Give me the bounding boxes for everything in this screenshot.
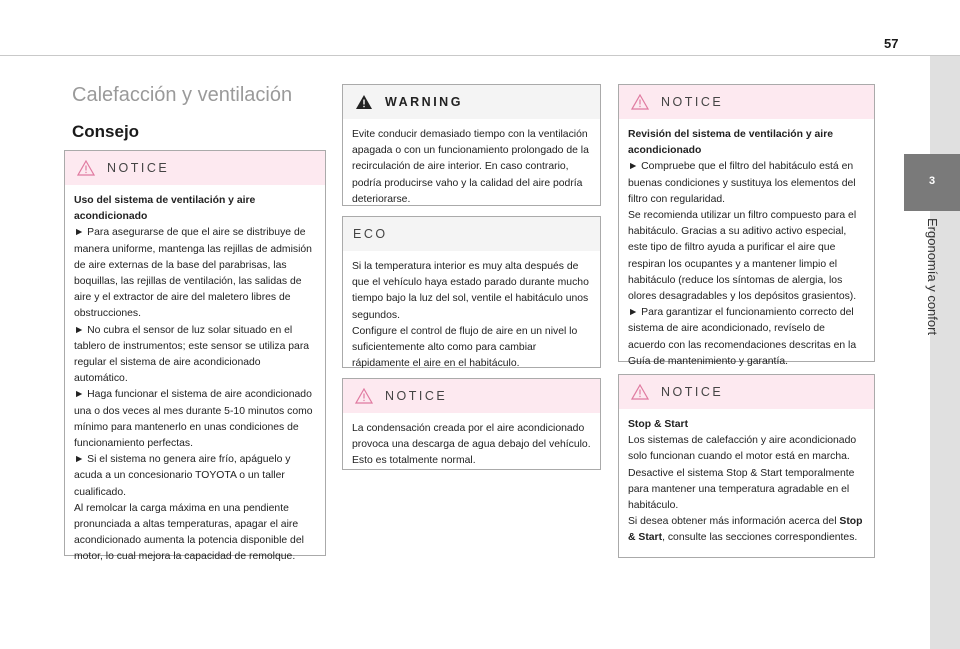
notice-body — [619, 409, 874, 553]
notice-text-post: , consulte las secciones correspondientes. — [662, 532, 858, 544]
notice-line: ► Haga funcionar el sistema de aire acondicionado una o dos veces al mes durante 5-10 minutos como mínimo para mantenerlo en unas condiciones de funcionamiento perfectas. — [74, 389, 313, 450]
eco-line: Configure el control de flujo de aire en un nivel lo suficientemente alto como para cambiar rápidamente el aire en el habitáculo. — [352, 325, 578, 370]
notice-line: Se recomienda utilizar un filtro compuesto para el habitáculo. Gracias a su aditivo activo especial, este tipo de filtro ayuda a purificar el aire que respiran los ocupantes y a mantener limpio el habitáculo (reduce los síntomas de alergia, los olores desagradables y los depósitos grasientos). — [628, 210, 857, 303]
notice-line: Los sistemas de calefacción y aire acondicionado solo funcionan cuando el motor está en marcha. — [628, 435, 857, 463]
warning-triangle-icon — [77, 160, 95, 176]
notice-line: ► No cubra el sensor de luz solar situado en el tablero de instrumentos; este sensor se utiliza para regular el sistema de aire acondicionado automático. — [74, 324, 310, 385]
chapter-number: 3 — [928, 175, 936, 187]
chapter-title: Ergonomía y confort — [925, 218, 940, 336]
notice-line: ► Compruebe que el filtro del habitáculo está en buenas condiciones y sustituya los elementos del filtro con regularidad. — [628, 161, 856, 205]
warning-text: Evite conducir demasiado tiempo con la ventilación apagada o con un funcionamiento prolongado de la recirculación de aire interior. En caso contrario, podría producirse vaho y la calidad del aire podría deteriorarse. — [352, 129, 589, 205]
notice-text: La condensación creada por el aire acondicionado provoca una descarga de agua debajo del vehículo. Esto es totalmente normal. — [352, 423, 591, 467]
notice-line: Al remolcar la carga máxima en una pendiente pronunciada a altas temperaturas, apagar el aire acondicionado aumenta la potencia disponible del motor, lo cual mejora la capacidad de remolque. — [74, 502, 304, 563]
warning-triangle-icon — [631, 384, 649, 400]
notice-label: NOTICE — [661, 95, 724, 109]
notice-line — [628, 514, 865, 546]
notice-line: ► Para asegurarse de que el aire se distribuye de manera uniforme, mantenga las rejillas de admisión de aire externas de la base del parabrisas, las boquillas, las rejillas de ventilación, las salidas de aire y el extractor de aire del maletero libres de obstrucciones. — [74, 227, 312, 320]
warning-header — [343, 85, 600, 119]
notice-text-pre: Si desea obtener más información acerca del — [628, 516, 840, 528]
notice-header — [65, 151, 325, 185]
notice-line: ► Si el sistema no genera aire frío, apáguelo y acuda a un concesionario TOYOTA o un taller cualificado. — [74, 454, 291, 498]
subsection-title: Consejo — [72, 122, 140, 141]
notice-line: ► Para garantizar el funcionamiento correcto del sistema de aire acondicionado, revíselo de acuerdo con las recomendaciones descritas en la Guía de mantenimiento y garantía. — [628, 307, 857, 367]
eco-header — [343, 217, 600, 251]
eco-label: ECO — [353, 227, 388, 241]
warning-triangle-icon — [355, 388, 373, 404]
notice-body — [65, 185, 325, 572]
header-rule — [0, 55, 960, 56]
notice-text-bold: Stop & Start — [628, 516, 863, 544]
warning-label: WARNING — [385, 95, 463, 109]
notice-box-maintenance — [618, 84, 875, 367]
notice-body — [343, 413, 600, 476]
notice-box-stop-start — [618, 374, 875, 558]
notice-body — [619, 119, 874, 376]
notice-header — [619, 85, 874, 119]
notice-label: NOTICE — [107, 161, 170, 175]
notice-lead: Revisión del sistema de ventilación y aire acondicionado — [628, 129, 834, 157]
section-title: Calefacción y ventilación — [72, 84, 293, 106]
warning-triangle-icon — [355, 94, 373, 110]
eco-line: Si la temperatura interior es muy alta después de que el vehículo haya estado parado durante mucho tiempo bajo la luz del sol, ventile el habitáculo unos segundos. — [352, 261, 589, 321]
warning-body — [343, 119, 600, 214]
notice-box-ventilation-use — [64, 150, 326, 563]
notice-line: Desactive el sistema Stop & Start temporalmente para mantener una temperatura agradable en el habitáculo. — [628, 467, 855, 512]
chapter-tab[interactable] — [904, 154, 960, 211]
notice-label: NOTICE — [385, 389, 448, 403]
notice-label: NOTICE — [661, 385, 724, 399]
eco-body — [343, 251, 600, 378]
notice-lead: Stop & Start — [628, 419, 689, 430]
page-number: 57 — [884, 36, 899, 51]
eco-box — [342, 216, 601, 368]
warning-box-ventilation — [342, 84, 601, 206]
warning-triangle-icon — [631, 94, 649, 110]
notice-box-condensation — [342, 378, 601, 470]
notice-header — [343, 379, 600, 413]
notice-header — [619, 375, 874, 409]
notice-lead: Uso del sistema de ventilación y aire acondicionado — [74, 195, 256, 223]
